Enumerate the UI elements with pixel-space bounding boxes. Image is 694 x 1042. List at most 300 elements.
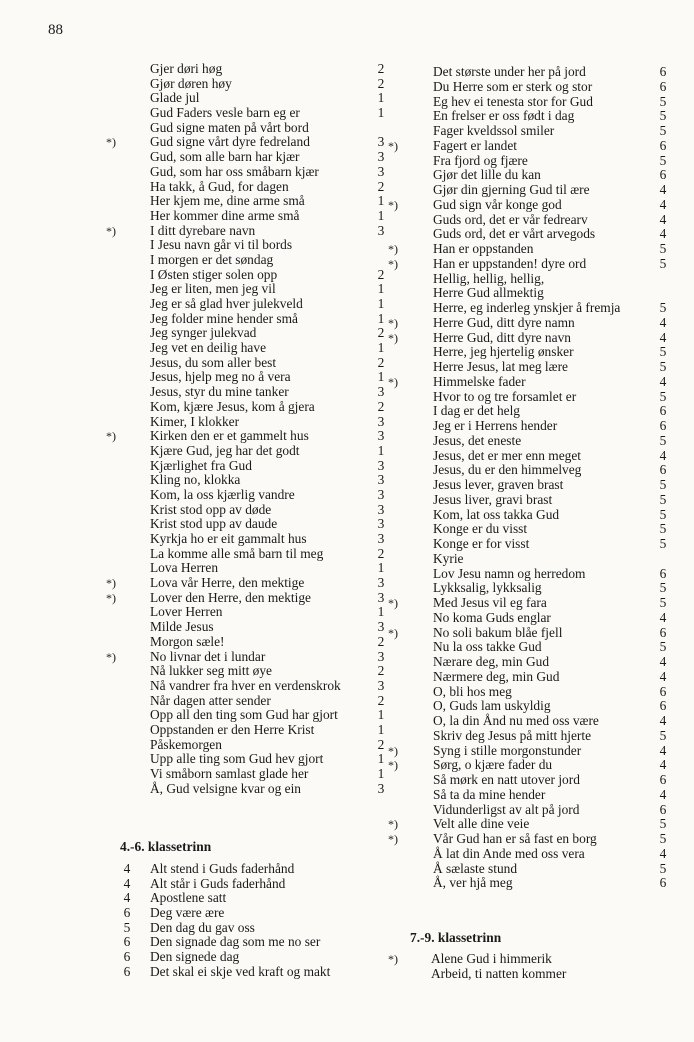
list-item bbox=[402, 345, 674, 360]
hymn-title: I Jesu navn går vi til bords bbox=[150, 237, 293, 253]
list-item bbox=[388, 742, 674, 759]
grade-level: 5 bbox=[659, 241, 667, 256]
grade-level: 3 bbox=[377, 589, 385, 605]
hymn-title: Konge er du visst bbox=[433, 521, 528, 537]
list-item bbox=[120, 906, 390, 921]
grade-level: 6 bbox=[123, 934, 131, 950]
hymn-title: Jeg er liten, men jeg vil bbox=[150, 281, 276, 297]
grade-level: 3 bbox=[377, 457, 385, 473]
list-item bbox=[120, 268, 390, 283]
grade-level: 1 bbox=[377, 207, 385, 223]
hymn-title: Gud sign vår konge god bbox=[433, 196, 562, 212]
grade-level: 4 bbox=[659, 757, 667, 773]
hymn-title: Milde Jesus bbox=[150, 619, 214, 635]
grade-level: 6 bbox=[659, 403, 667, 419]
grade-level: 1 bbox=[377, 707, 385, 723]
grade-level: 4 bbox=[659, 329, 667, 345]
hymn-title: No soli bakum blåe fjell bbox=[433, 624, 563, 640]
list-item bbox=[120, 356, 390, 371]
list-item bbox=[120, 209, 390, 224]
grade-level: 1 bbox=[377, 751, 385, 767]
grade-level: 2 bbox=[377, 354, 385, 370]
list-item bbox=[120, 664, 390, 679]
list-item bbox=[402, 967, 674, 982]
list-item bbox=[106, 575, 390, 591]
hymn-title: Jeg vet en deilig have bbox=[150, 340, 267, 356]
section-4-6-list bbox=[120, 862, 390, 980]
grade-level: 2 bbox=[377, 61, 385, 76]
list-item bbox=[120, 547, 390, 562]
list-item bbox=[106, 428, 390, 444]
asterisk-marker: *) bbox=[106, 649, 116, 664]
list-item bbox=[402, 788, 674, 803]
hymn-title: Herre Jesus, lat meg lære bbox=[433, 359, 568, 374]
grade-level: 6 bbox=[659, 624, 667, 640]
hymn-title: Skriv deg Jesus på mitt hjerte bbox=[433, 727, 592, 743]
list-item bbox=[388, 951, 674, 967]
grade-level: 3 bbox=[377, 428, 385, 444]
list-item bbox=[120, 935, 390, 950]
hymn-title: Kyrkja ho er eit gammalt hus bbox=[150, 531, 307, 546]
asterisk-marker: *) bbox=[388, 256, 398, 271]
list-item bbox=[402, 567, 674, 582]
list-item bbox=[402, 213, 674, 228]
hymn-title: Fager kveldssol smiler bbox=[433, 123, 555, 138]
hymn-title: I morgen er det søndag bbox=[150, 251, 274, 267]
hymn-title: Jesus, du er den himmelveg bbox=[433, 462, 582, 478]
list-item bbox=[120, 312, 390, 327]
hymn-title: Fagert er landet bbox=[433, 137, 518, 153]
hymn-title: Fra fjord og fjære bbox=[433, 152, 528, 168]
asterisk-marker: *) bbox=[106, 223, 116, 238]
list-item bbox=[402, 272, 674, 287]
grade-level: 1 bbox=[377, 90, 385, 106]
section-heading-7-9: 7.-9. klassetrinn bbox=[410, 930, 502, 945]
hymn-title: O, bli hos meg bbox=[433, 683, 512, 699]
grade-level: 3 bbox=[377, 648, 385, 664]
hymn-title: Kling no, klokka bbox=[150, 472, 241, 488]
grade-level: 5 bbox=[659, 521, 667, 537]
asterisk-marker: *) bbox=[388, 330, 398, 345]
grade-level: 3 bbox=[377, 384, 385, 400]
hymn-title: Kyrie bbox=[433, 550, 464, 566]
hymn-title: Ha takk, å Gud, for dagen bbox=[150, 178, 289, 194]
grade-level: 3 bbox=[377, 575, 385, 591]
list-item bbox=[402, 714, 674, 729]
list-item bbox=[106, 589, 390, 606]
grade-level: 5 bbox=[659, 359, 667, 374]
grade-level: 6 bbox=[659, 64, 667, 79]
grade-level: 4 bbox=[659, 211, 667, 227]
grade-level: 1 bbox=[377, 193, 385, 209]
hymn-title: I dag er det helg bbox=[433, 403, 520, 419]
hymn-title: Jesus, det eneste bbox=[433, 432, 522, 448]
hymn-title: I Østen stiger solen opp bbox=[150, 266, 278, 282]
grade-level: 5 bbox=[659, 123, 667, 138]
grade-level: 6 bbox=[659, 565, 667, 581]
list-item bbox=[120, 180, 390, 195]
list-item bbox=[106, 134, 390, 150]
hymn-title: Her kjem me, dine arme små bbox=[150, 193, 305, 209]
hymn-title: Krist stod upp av daude bbox=[150, 516, 278, 532]
hymn-title: Her kommer dine arme små bbox=[150, 207, 300, 223]
grade-level: 6 bbox=[659, 78, 667, 94]
grade-level: 6 bbox=[659, 875, 667, 891]
hymn-title: Gud signe maten på vårt bord bbox=[150, 119, 309, 135]
hymn-title: Morgon sæle! bbox=[150, 633, 225, 649]
hymn-title: Vidunderligst av alt på jord bbox=[433, 801, 580, 817]
list-item bbox=[120, 708, 390, 723]
hymn-title: Nærmere deg, min Gud bbox=[433, 668, 560, 684]
grade-level: 5 bbox=[659, 432, 667, 448]
grade-level: 2 bbox=[377, 325, 385, 341]
grade-level: 4 bbox=[659, 845, 667, 861]
hymn-title: Guds ord, det er vår fedrearv bbox=[433, 211, 588, 227]
list-item bbox=[402, 522, 674, 537]
list-item bbox=[402, 154, 674, 169]
list-item bbox=[402, 95, 674, 110]
grade-level: 2 bbox=[377, 545, 385, 561]
grade-level: 5 bbox=[659, 536, 667, 551]
hymn-title: Gjer døri høg bbox=[150, 61, 223, 76]
list-item bbox=[402, 168, 674, 183]
asterisk-marker: *) bbox=[388, 817, 398, 832]
list-item bbox=[402, 493, 674, 508]
list-item bbox=[120, 473, 390, 488]
grade-level: 5 bbox=[659, 816, 667, 832]
grade-level: 5 bbox=[659, 831, 667, 846]
list-item bbox=[388, 595, 674, 611]
hymn-title: La komme alle små barn til meg bbox=[150, 545, 324, 561]
list-item bbox=[402, 419, 674, 434]
grade-level: 6 bbox=[123, 963, 131, 979]
grade-level: 1 bbox=[377, 340, 385, 356]
grade-level: 5 bbox=[123, 919, 131, 935]
grade-level: 5 bbox=[659, 108, 667, 124]
grade-level: 1 bbox=[377, 296, 385, 311]
grade-level: 5 bbox=[659, 344, 667, 360]
list-item bbox=[402, 227, 674, 242]
list-item bbox=[402, 581, 674, 596]
list-item bbox=[402, 685, 674, 700]
list-item bbox=[402, 360, 674, 375]
grade-level: 2 bbox=[377, 663, 385, 679]
list-item bbox=[120, 488, 390, 503]
hymn-title: Jesus, du som aller best bbox=[150, 354, 277, 370]
grade-level: 4 bbox=[659, 196, 667, 212]
list-item bbox=[120, 532, 390, 547]
hymn-title: Lova vår Herre, den mektige bbox=[150, 575, 305, 591]
list-item bbox=[120, 503, 390, 518]
hymn-title: Nå lukker seg mitt øye bbox=[150, 663, 272, 679]
hymn-title: No koma Guds englar bbox=[433, 609, 551, 625]
hymn-title: Å lat din Ande med oss vera bbox=[433, 845, 585, 861]
hymn-title: Konge er for visst bbox=[433, 536, 530, 551]
list-item bbox=[402, 611, 674, 626]
asterisk-marker: *) bbox=[106, 590, 116, 605]
hymn-title: Lov Jesu namn og herredom bbox=[433, 565, 586, 581]
asterisk-marker: *) bbox=[388, 952, 398, 966]
hymn-title: Nu la oss takke Gud bbox=[433, 639, 542, 655]
grade-level: 3 bbox=[377, 780, 385, 796]
hymn-title: Å sælaste stund bbox=[433, 860, 518, 876]
grade-level: 4 bbox=[659, 786, 667, 802]
list-item bbox=[120, 877, 390, 892]
hymn-title: Med Jesus vil eg fara bbox=[433, 595, 547, 610]
list-item bbox=[120, 444, 390, 459]
hymn-title: Alene Gud i himmerik bbox=[431, 951, 552, 966]
grade-level: 5 bbox=[659, 491, 667, 507]
asterisk-marker: *) bbox=[388, 374, 398, 389]
hymn-title: Jesus, det er mer enn meget bbox=[433, 447, 581, 463]
grade-level: 2 bbox=[377, 178, 385, 194]
list-item bbox=[120, 561, 390, 576]
list-item bbox=[120, 965, 390, 980]
section-heading-4-6: 4.-6. klassetrinn bbox=[120, 839, 212, 854]
list-item bbox=[402, 803, 674, 818]
grade-level: 6 bbox=[123, 949, 131, 965]
list-item bbox=[120, 238, 390, 253]
list-item bbox=[120, 385, 390, 400]
list-item bbox=[402, 449, 674, 464]
section-7-9-list bbox=[388, 951, 674, 981]
hymn-title: Jeg folder mine hender små bbox=[150, 310, 298, 326]
hymn-title: Hellig, hellig, hellig, bbox=[433, 270, 545, 286]
hymn-title: Lova Herren bbox=[150, 560, 219, 576]
hymn-title: Sørg, o kjære fader du bbox=[433, 757, 553, 773]
hymn-title: Upp alle ting som Gud hev gjort bbox=[150, 751, 324, 767]
grade-level: 1 bbox=[377, 442, 385, 458]
hymn-title: Jesus, styr du mine tanker bbox=[150, 384, 289, 400]
hymn-title: Jeg synger julekvad bbox=[150, 325, 257, 341]
list-item bbox=[120, 752, 390, 767]
list-item bbox=[120, 782, 390, 797]
grade-level: 5 bbox=[659, 860, 667, 876]
hymn-title: Deg være ære bbox=[150, 905, 225, 921]
grade-level: 6 bbox=[659, 698, 667, 714]
list-item bbox=[402, 301, 674, 316]
grade-level: 4 bbox=[123, 890, 131, 906]
grade-level: 4 bbox=[659, 226, 667, 242]
list-item bbox=[388, 137, 674, 154]
list-item bbox=[120, 165, 390, 180]
hymn-title: Jesus liver, gravi brast bbox=[433, 491, 553, 507]
right-column-list bbox=[388, 64, 674, 891]
grade-level: 6 bbox=[659, 167, 667, 183]
list-item bbox=[120, 862, 390, 877]
hymn-title: Lover Herren bbox=[150, 604, 223, 620]
grade-level: 6 bbox=[659, 462, 667, 478]
grade-level: 5 bbox=[659, 93, 667, 109]
grade-level: 4 bbox=[123, 861, 131, 876]
hymn-title: Lykksalig, lykksalig bbox=[433, 580, 542, 596]
grade-level: 3 bbox=[377, 619, 385, 635]
hymn-title: Alt står i Guds faderhånd bbox=[150, 875, 286, 891]
asterisk-marker: *) bbox=[388, 625, 398, 640]
grade-level: 6 bbox=[659, 801, 667, 817]
list-item bbox=[402, 109, 674, 124]
list-item bbox=[402, 729, 674, 744]
list-item bbox=[120, 950, 390, 965]
grade-level: 2 bbox=[377, 75, 385, 91]
hymn-title: Kom, lat oss takka Gud bbox=[433, 506, 560, 522]
list-item bbox=[120, 921, 390, 936]
grade-level: 1 bbox=[377, 560, 385, 576]
grade-level: 3 bbox=[377, 486, 385, 502]
hymn-title: O, la din Ånd nu med oss være bbox=[433, 713, 599, 728]
list-item bbox=[120, 400, 390, 415]
grade-level: 4 bbox=[659, 447, 667, 463]
list-item bbox=[402, 463, 674, 478]
list-item bbox=[402, 124, 674, 139]
list-item bbox=[402, 80, 674, 95]
hymn-title: Den signade dag som me no ser bbox=[150, 934, 321, 950]
list-item bbox=[120, 891, 390, 906]
list-item bbox=[402, 670, 674, 685]
list-item bbox=[402, 478, 674, 493]
list-item bbox=[402, 65, 674, 80]
list-item bbox=[120, 459, 390, 474]
grade-level: 2 bbox=[377, 692, 385, 708]
hymn-title: Herre Gud allmektig bbox=[433, 285, 544, 301]
list-item bbox=[388, 329, 674, 346]
asterisk-marker: *) bbox=[388, 832, 398, 846]
hymn-title: O, Guds lam uskyldig bbox=[433, 698, 551, 714]
hymn-title: Vi småborn samlast glade her bbox=[150, 766, 309, 781]
list-item bbox=[120, 605, 390, 620]
hymn-title: Lover den Herre, den mektige bbox=[150, 589, 311, 605]
list-item bbox=[388, 816, 674, 832]
hymn-title: I ditt dyrebare navn bbox=[150, 222, 256, 238]
list-item bbox=[402, 537, 674, 552]
list-item bbox=[402, 183, 674, 198]
hymn-title: Syng i stille morgonstunder bbox=[433, 742, 582, 758]
hymn-title: Herre Gud, ditt dyre navn bbox=[433, 329, 571, 345]
hymn-title: Gjør din gjerning Gud til ære bbox=[433, 182, 590, 197]
grade-level: 2 bbox=[377, 633, 385, 649]
hymn-title: Den dag du gav oss bbox=[150, 919, 255, 935]
list-item bbox=[120, 341, 390, 356]
hymn-title: Han er uppstanden! dyre ord bbox=[433, 255, 587, 271]
hymn-title: Han er oppstanden bbox=[433, 241, 534, 256]
asterisk-marker: *) bbox=[106, 135, 116, 150]
grade-level: 4 bbox=[659, 314, 667, 330]
grade-level: 5 bbox=[659, 388, 667, 404]
list-item bbox=[402, 640, 674, 655]
hymn-title: Gud, som alle barn har kjær bbox=[150, 149, 300, 165]
asterisk-marker: *) bbox=[106, 429, 116, 444]
asterisk-marker: *) bbox=[106, 576, 116, 591]
grade-level: 6 bbox=[659, 137, 667, 153]
hymn-title: Himmelske fader bbox=[433, 373, 526, 389]
list-item bbox=[388, 831, 674, 847]
grade-level: 1 bbox=[377, 721, 385, 737]
grade-level: 3 bbox=[377, 413, 385, 429]
list-item bbox=[120, 77, 390, 92]
grade-level: 4 bbox=[659, 668, 667, 684]
asterisk-marker: *) bbox=[388, 242, 398, 256]
hymn-title: Kom, kjære Jesus, kom å gjera bbox=[150, 398, 315, 414]
asterisk-marker: *) bbox=[388, 138, 398, 153]
grade-level: 5 bbox=[659, 152, 667, 168]
grade-level: 5 bbox=[659, 477, 667, 492]
grade-level: 4 bbox=[659, 373, 667, 389]
list-item bbox=[388, 373, 674, 390]
list-item bbox=[402, 404, 674, 419]
list-item bbox=[402, 434, 674, 449]
list-item bbox=[120, 370, 390, 385]
grade-level: 3 bbox=[377, 531, 385, 546]
hymn-title: Arbeid, ti natten kommer bbox=[431, 965, 567, 981]
grade-level: 6 bbox=[659, 772, 667, 787]
hymn-title: Kimer, I klokker bbox=[150, 413, 240, 429]
grade-level: 2 bbox=[377, 398, 385, 414]
list-item bbox=[388, 757, 674, 773]
grade-level: 4 bbox=[659, 609, 667, 625]
hymn-title: Herre, eg inderleg ynskjer å fremja bbox=[433, 300, 621, 315]
list-item bbox=[120, 767, 390, 782]
hymn-title: Alt stend i Guds faderhånd bbox=[150, 861, 295, 876]
list-item bbox=[120, 91, 390, 106]
hymn-title: Oppstanden er den Herre Krist bbox=[150, 721, 315, 737]
list-item bbox=[388, 624, 674, 641]
list-item bbox=[120, 694, 390, 709]
list-item bbox=[402, 773, 674, 788]
list-item bbox=[120, 121, 390, 136]
list-item bbox=[106, 222, 390, 239]
grade-level: 1 bbox=[377, 604, 385, 620]
asterisk-marker: *) bbox=[388, 758, 398, 773]
list-item bbox=[120, 517, 390, 532]
hymn-title: Opp all den ting som Gud har gjort bbox=[150, 707, 338, 723]
grade-level: 3 bbox=[377, 516, 385, 532]
list-item bbox=[402, 552, 674, 567]
list-item bbox=[402, 286, 674, 301]
asterisk-marker: *) bbox=[388, 315, 398, 330]
hymn-title: Kom, la oss kjærlig vandre bbox=[150, 486, 295, 502]
asterisk-marker: *) bbox=[388, 197, 398, 212]
grade-level: 3 bbox=[377, 149, 385, 165]
grade-level: 5 bbox=[659, 580, 667, 596]
list-item bbox=[402, 847, 674, 862]
hymn-title: En frelser er oss født i dag bbox=[433, 108, 575, 124]
list-item bbox=[120, 738, 390, 753]
grade-level: 3 bbox=[377, 472, 385, 488]
left-column-list bbox=[106, 61, 390, 796]
asterisk-marker: *) bbox=[388, 743, 398, 758]
grade-level: 1 bbox=[377, 310, 385, 326]
hymn-title: Å, ver hjå meg bbox=[433, 875, 513, 891]
grade-level: 4 bbox=[659, 742, 667, 758]
grade-level: 6 bbox=[659, 418, 667, 433]
grade-level: 1 bbox=[377, 281, 385, 297]
list-item bbox=[120, 150, 390, 165]
list-item bbox=[402, 390, 674, 405]
hymn-title: Nærare deg, min Gud bbox=[433, 654, 550, 669]
list-item bbox=[388, 241, 674, 257]
grade-level: 2 bbox=[377, 736, 385, 752]
grade-level: 3 bbox=[377, 222, 385, 238]
grade-level: 4 bbox=[123, 875, 131, 891]
hymn-title: Å, Gud velsigne kvar og ein bbox=[150, 780, 301, 796]
hymn-title: Glade jul bbox=[150, 90, 200, 106]
grade-level: 4 bbox=[659, 654, 667, 669]
asterisk-marker: *) bbox=[388, 596, 398, 610]
list-item bbox=[120, 415, 390, 430]
grade-level: 5 bbox=[659, 727, 667, 743]
list-item bbox=[120, 62, 390, 77]
hymn-title: Vår Gud han er så fast en borg bbox=[433, 831, 597, 846]
